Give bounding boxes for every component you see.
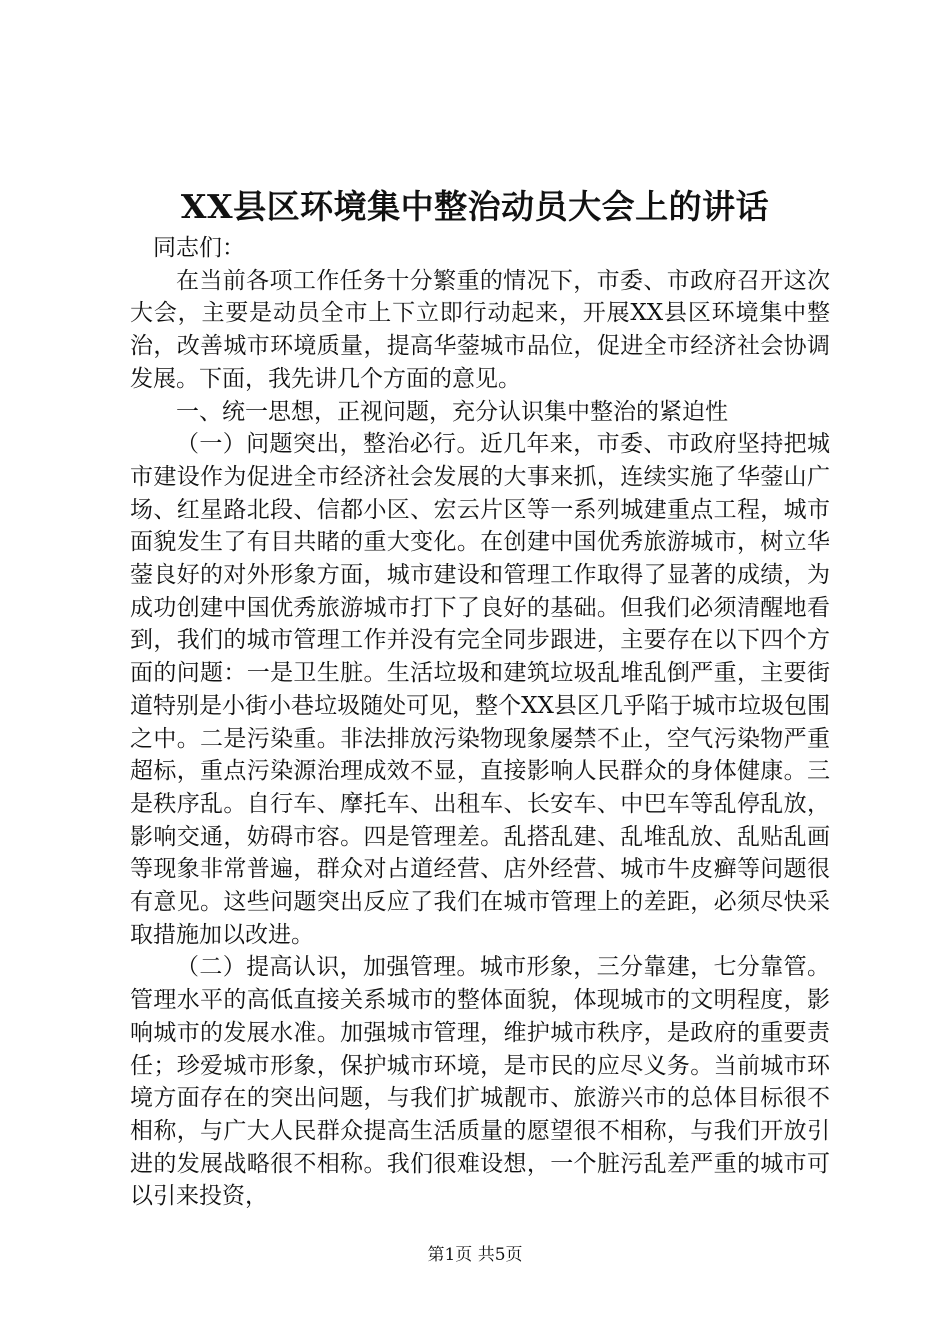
greeting: 同志们： — [153, 235, 245, 261]
document-body — [130, 232, 830, 1213]
section-heading-1: 一、统一思想，正视问题，充分认识集中整治的紧迫性 — [176, 398, 728, 425]
paragraph-intro: 在当前各项工作任务十分繁重的情况下，市委、市政府召开这次大会，主要是动员全市上下立即行动起来，开展XX县区环境集中整治，改善城市环境质量，提高华蓥城市品位，促进全市经济社会协调发展。下面，我先讲几个方面的意见。 — [130, 267, 830, 392]
document-title: XX县区环境集中整治动员大会上的讲话 — [180, 187, 770, 226]
paragraph-section-1-2: （二）提高认识，加强管理。城市形象，三分靠建，七分靠管。管理水平的高低直接关系城市的整体面貌，体现城市的文明程度，影响城市的发展水准。加强城市管理，维护城市秩序，是政府的重要责任；珍爱城市形象，保护城市环境，是市民的应尽义务。当前城市环境方面存在的突出问题，与我们扩城靓市、旅游兴市的总体目标很不相称，与广大人民群众提高生活质量的愿望很不相称，与我们开放引进的发展战略很不相称。我们很难设想，一个脏污乱差严重的城市可以引来投资， — [130, 954, 830, 1210]
paragraph-section-1-1: （一）问题突出，整治必行。近几年来，市委、市政府坚持把城市建设作为促进全市经济社会发展的大事来抓，连续实施了华蓥山广场、红星路北段、信都小区、宏云片区等一系列城建重点工程，城市面貌发生了有目共睹的重大变化。在创建中国优秀旅游城市，树立华蓥良好的对外形象方面，城市建设和管理工作取得了显著的成绩，为成功创建中国优秀旅游城市打下了良好的基础。但我们必须清醒地看到，我们的城市管理工作并没有完全同步跟进，主要存在以下四个方面的问题：一是卫生脏。生活垃圾和建筑垃圾乱堆乱倒严重，主要街道特别是小街小巷垃圾随处可见，整个XX县区几乎陷于城市垃圾包围之中。二是污染重。非法排放污染物现象屡禁不止，空气污染物严重超标，重点污染源治理成效不显，直接影响人民群众的身体健康。三是秩序乱。自行车、摩托车、出租车、长安车、中巴车等乱停乱放，影响交通，妨碍市容。四是管理差。乱搭乱建、乱堆乱放、乱贴乱画等现象非常普遍，群众对占道经营、店外经营、城市牛皮癣等问题很有意见。这些问题突出反应了我们在城市管理上的差距，必须尽快采取措施加以改进。 — [130, 431, 830, 948]
page-footer: 第1页 共5页 — [427, 1245, 523, 1265]
